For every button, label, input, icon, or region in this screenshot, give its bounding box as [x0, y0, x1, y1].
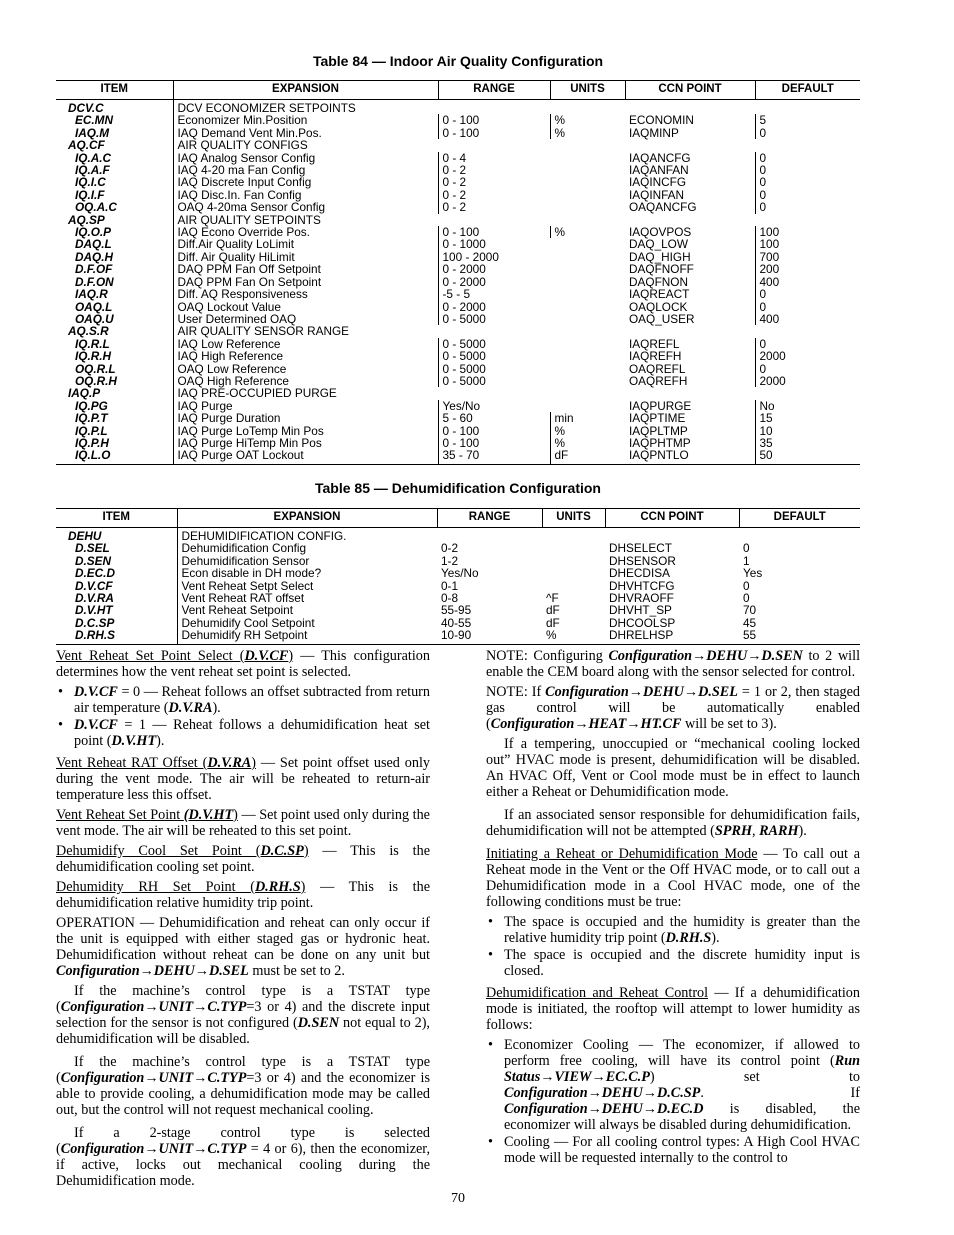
list-item: • D.V.CF = 1 — Reheat follows a dehumidification heat set point (D.V.HT). [56, 717, 430, 749]
cell-default: 700 [755, 251, 860, 263]
conditions-list [486, 914, 860, 979]
cell-item: IQ.P.H [56, 437, 173, 449]
cell-range: 0 - 5000 [438, 338, 550, 350]
rat-offset-paragraph: Vent Reheat RAT Offset (D.V.RA) — Set point offset used only during the vent mode. The air will be reheated to return-air temperature less this offset. [56, 755, 430, 803]
cell-ccn-point: DHVRAOFF [609, 591, 674, 606]
table-row [56, 528, 860, 543]
cell-range: 0-8 [441, 591, 459, 606]
cell-units: % [542, 629, 605, 644]
cell-default: 2000 [755, 375, 860, 387]
cell-range [438, 325, 550, 337]
cell-units [550, 387, 625, 399]
cell-default: 0 [743, 591, 750, 606]
cell-item: D.V.RA [56, 592, 177, 604]
cell-units [550, 301, 625, 313]
cell-range: 0 - 2000 [438, 301, 550, 313]
rh-setpoint-paragraph: Dehumidity RH Set Point (D.RH.S) — This is the dehumidification relative humidity trip point. [56, 879, 430, 911]
cell-expansion: Vent Reheat Setpt Select [181, 578, 314, 593]
cell-ccn-point: IAQREFL [629, 336, 680, 351]
cell-expansion: IAQ Low Reference [177, 336, 281, 351]
cell-units [542, 528, 605, 543]
cell-units: % [550, 437, 625, 449]
cell-expansion: OAQ Low Reference [177, 361, 287, 376]
cell-expansion: Dehumidify RH Setpoint [177, 629, 437, 644]
cell-units [550, 276, 625, 288]
cell-ccn-point: DHVHT_SP [609, 603, 672, 618]
cell-ccn-point: DHSENSOR [609, 553, 676, 568]
cell-expansion: AIR QUALITY SETPOINTS [177, 212, 321, 227]
cell-ccn-point: OAQREFL [629, 361, 686, 376]
cell-units [550, 251, 625, 263]
cell-item: IQ.L.O [56, 449, 173, 464]
cell-default: 5 [755, 114, 860, 126]
cell-range [438, 387, 550, 399]
cell-range: 0-1 [441, 578, 459, 593]
table-row [56, 604, 860, 616]
cell-item: D.EC.D [56, 567, 177, 579]
column-header-ccn-point: CCN POINT [625, 81, 755, 100]
cell-ccn-point: DHSELECT [609, 541, 672, 556]
cell-ccn-point: IAQINCFG [629, 175, 687, 190]
cell-item: IQ.I.C [56, 176, 173, 188]
cell-default: 0 [755, 288, 860, 300]
cell-units [550, 100, 625, 115]
cell-units: dF [546, 603, 560, 618]
cell-units [550, 164, 625, 176]
cell-default [755, 325, 860, 337]
cell-default: 0 [755, 301, 860, 313]
cell-range: 0 - 2000 [438, 263, 550, 275]
cell-units: % [550, 127, 625, 139]
cell-default [755, 139, 860, 151]
cell-item: IQ.A.C [56, 152, 173, 164]
cell-units [550, 363, 625, 375]
cell-ccn-point [625, 139, 755, 151]
table-row [56, 263, 860, 275]
cell-default: 400 [755, 313, 860, 325]
cell-ccn-point: OAQ_USER [629, 311, 695, 326]
cell-ccn-point: IAQMINP [629, 125, 679, 140]
cell-default: 55 [739, 629, 860, 644]
column-header-units: UNITS [542, 509, 605, 528]
cell-item: IQ.P.T [56, 412, 173, 424]
cell-expansion: OAQ High Reference [177, 373, 289, 388]
table-row [56, 288, 860, 300]
cell-units: % [550, 114, 625, 126]
cell-expansion: AIR QUALITY SENSOR RANGE [177, 324, 350, 339]
table-84-indoor-air-quality [56, 80, 860, 465]
sensor-failure-paragraph: If an associated sensor responsible for dehumidification fails, dehumidification will not be attempted (SPRH, RARH). [486, 807, 860, 839]
cell-expansion: User Determined OAQ [177, 311, 297, 326]
table-row [56, 313, 860, 325]
cell-item: AQ.S.R [56, 325, 173, 337]
column-header-expansion: EXPANSION [177, 509, 437, 528]
initiating-mode-paragraph: Initiating a Reheat or Dehumidification Mode — To call out a Reheat mode in the Vent or the Off HVAC mode, or to call out a Dehumidification mode in a Cool HVAC mode, one of the following conditions must be true: [486, 846, 860, 910]
cell-default: 10 [755, 425, 860, 437]
column-header-range: RANGE [437, 509, 542, 528]
cell-item: DAQ.H [56, 251, 173, 263]
cell-item: IAQ.M [56, 127, 173, 139]
column-header-expansion: EXPANSION [173, 81, 438, 100]
cell-item: IQ.R.H [56, 350, 173, 362]
cell-expansion: OAQ 4-20ma Sensor Config [177, 200, 326, 215]
cell-item: D.C.SP [56, 617, 177, 629]
cell-ccn-point: IAQPTIME [629, 411, 686, 426]
cell-item: EC.MN [56, 114, 173, 126]
cell-expansion: IAQ Disc.In. Fan Config [177, 187, 302, 202]
cell-ccn-point: IAQINFAN [629, 187, 685, 202]
cell-expansion: Vent Reheat RAT offset [181, 591, 305, 606]
cell-range: 100 - 2000 [438, 251, 550, 263]
cell-default: Yes [743, 566, 763, 581]
cell-units: dF [546, 615, 560, 630]
cell-expansion: DAQ PPM Fan Off Setpoint [177, 262, 321, 277]
cell-expansion: IAQ Analog Sensor Config [177, 150, 316, 165]
column-header-item: ITEM [56, 81, 173, 100]
cell-range: 0 - 5000 [438, 313, 550, 325]
cell-default: 1 [743, 553, 750, 568]
cell-units [550, 350, 625, 362]
cell-item: AQ.CF [56, 139, 173, 151]
cell-item: OQ.R.L [56, 363, 173, 375]
cell-range [437, 528, 542, 543]
cell-units [550, 139, 625, 151]
cell-range: 0 - 2 [438, 201, 550, 213]
cell-ccn-point: IAQANCFG [629, 150, 691, 165]
list-item: • D.V.CF = 0 — Reheat follows an offset subtracted from return air temperature (D.V.RA). [56, 684, 430, 716]
cell-item: OAQ.L [56, 301, 173, 313]
cell-ccn-point: DAQFNOFF [629, 262, 694, 277]
cell-expansion: IAQ Purge HiTemp Min Pos [177, 435, 322, 450]
cell-expansion: IAQ Discrete Input Config [177, 175, 312, 190]
table-row [56, 201, 860, 213]
cell-range: 0-2 [441, 541, 459, 556]
table-row [56, 629, 860, 644]
table-84-caption: Table 84 — Indoor Air Quality Configuration [312, 53, 604, 69]
table-row [56, 567, 860, 579]
cell-expansion: Econ disable in DH mode? [181, 566, 322, 581]
table-row [56, 127, 860, 139]
cell-expansion: AIR QUALITY CONFIGS [177, 138, 308, 153]
cell-expansion: IAQ Purge LoTemp Min Pos [177, 423, 324, 438]
cell-default: 200 [755, 263, 860, 275]
cell-units [550, 189, 625, 201]
table-row [56, 114, 860, 126]
vent-reheat-select-paragraph: Vent Reheat Set Point Select (D.V.CF) — This configuration determines how the vent reheat set point is selected. [56, 648, 430, 680]
cell-range: 0 - 100 [438, 226, 550, 238]
cell-item: AQ.SP [56, 214, 173, 226]
cell-expansion: Diff.Air Quality LoLimit [177, 237, 294, 252]
cell-item: D.SEL [56, 542, 177, 554]
cell-ccn-point: DAQ_LOW [629, 237, 688, 252]
cell-range: 40-55 [441, 615, 472, 630]
table-row [56, 542, 860, 554]
cell-ccn-point: IAQREACT [629, 287, 690, 302]
table-row [56, 100, 860, 115]
cell-default: 45 [743, 615, 757, 630]
cell-units [550, 313, 625, 325]
cell-ccn-point: IAQPLTMP [629, 423, 688, 438]
cell-item: OQ.R.H [56, 375, 173, 387]
cell-expansion: Dehumidify Cool Setpoint [181, 615, 315, 630]
cell-expansion: IAQ PRE-OCCUPIED PURGE [177, 386, 337, 401]
cell-ccn-point: DHRELHSP [605, 629, 739, 644]
cell-range: 0 - 2 [438, 176, 550, 188]
cell-range: 0 - 1000 [438, 238, 550, 250]
cell-range: 0 - 2 [438, 164, 550, 176]
cell-ccn-point: DHCOOLSP [609, 615, 676, 630]
cell-default: 0 [755, 164, 860, 176]
cell-default: 100 [755, 226, 860, 238]
cell-units [542, 567, 605, 579]
cell-item: DAQ.L [56, 238, 173, 250]
cell-units [550, 176, 625, 188]
cell-ccn-point: DAQ_HIGH [629, 249, 691, 264]
operation-paragraph: OPERATION — Dehumidification and reheat can only occur if the unit is equipped with either staged gas or hydronic heat. Dehumidification without reheat can be done on any unit but Configuration→DEHU→D.SEL must be set to 2. [56, 915, 430, 979]
cell-range: 35 - 70 [438, 449, 550, 464]
cell-ccn-point: IAQPNTLO [625, 449, 755, 464]
cell-item: D.F.ON [56, 276, 173, 288]
cell-range: 0 - 2000 [438, 276, 550, 288]
cell-units [550, 375, 625, 387]
control-methods-list [486, 1037, 860, 1166]
cell-range: 0 - 5000 [438, 363, 550, 375]
table-85-dehumidification [56, 508, 860, 645]
cell-default: 0 [755, 338, 860, 350]
column-header-default: DEFAULT [739, 509, 860, 528]
cell-expansion: IAQ Purge Duration [177, 411, 281, 426]
cell-range: Yes/No [441, 566, 479, 581]
cell-range: 0 - 100 [438, 437, 550, 449]
cell-item: IQ.A.F [56, 164, 173, 176]
cell-item: D.V.CF [56, 580, 177, 592]
vent-select-options-list [56, 684, 430, 749]
column-header-units: UNITS [550, 81, 625, 100]
cell-range: 0 - 100 [438, 425, 550, 437]
cell-range: 5 - 60 [438, 412, 550, 424]
cell-item: D.V.HT [56, 604, 177, 616]
cell-range: 0 - 100 [438, 114, 550, 126]
cell-ccn-point: IAQOVPOS [629, 225, 692, 240]
cell-default [755, 100, 860, 115]
cell-default [739, 528, 860, 543]
cell-item: DCV.C [56, 100, 173, 115]
cell-default: 0 [755, 201, 860, 213]
cell-default: No [755, 400, 860, 412]
cell-expansion: DCV ECONOMIZER SETPOINTS [177, 101, 356, 115]
cell-default: 0 [755, 127, 860, 139]
tempering-paragraph: If a tempering, unoccupied or “mechanical cooling locked out” HVAC mode is present, dehumidification will be disabled. An HVAC Off, Vent or Cool mode must be in effect to launch either a Reheat or Dehumidification mode. [486, 736, 860, 800]
cell-range [438, 100, 550, 115]
cell-item: D.F.OF [56, 263, 173, 275]
vent-setpoint-paragraph: Vent Reheat Set Point (D.V.HT) — Set point used only during the vent mode. The air will be reheated to this set point. [56, 807, 430, 839]
cell-range: -5 - 5 [438, 288, 550, 300]
cell-item: IQ.O.P [56, 226, 173, 238]
note-sensor-paragraph: NOTE: Configuring Configuration→DEHU→D.SEN to 2 will enable the CEM board along with the sensor selected for control. [486, 648, 861, 680]
cell-units [550, 338, 625, 350]
cell-units: min [550, 412, 625, 424]
cool-setpoint-paragraph: Dehumidify Cool Set Point (D.C.SP) — This is the dehumidification cooling set point. [56, 843, 431, 875]
cell-default: 0 [743, 578, 750, 593]
list-item: • Cooling — For all cooling control types: A High Cool HVAC mode will be requested internally to the control to [486, 1134, 860, 1166]
cell-ccn-point: DHVHTCFG [609, 578, 675, 593]
cell-default [755, 387, 860, 399]
cell-units: % [550, 425, 625, 437]
cell-range: 0 - 100 [438, 127, 550, 139]
cell-default: 35 [755, 437, 860, 449]
table-row [56, 350, 860, 362]
cell-expansion: Diff. Air Quality HiLimit [177, 249, 295, 264]
cell-default: 0 [755, 176, 860, 188]
cell-expansion: IAQ 4-20 ma Fan Config [177, 163, 306, 178]
cell-units [550, 152, 625, 164]
table-row [56, 449, 860, 464]
table-row [56, 139, 860, 151]
cell-default: 0 [755, 189, 860, 201]
tstat-economizer-paragraph: If the machine’s control type is a TSTAT type (Configuration→UNIT→C.TYP=3 or 4) and the economizer is able to provide cooling, a dehumidification mode may be called out, but the control will not request mechanical cooling. [56, 1054, 430, 1118]
cell-item: IQ.I.F [56, 189, 173, 201]
cell-default: 50 [755, 449, 860, 464]
list-item: • Economizer Cooling — The economizer, if allowed to perform free cooling, will have its control point (Run Status→VIEW→EC.C.P) set to Configuration→DEHU→D.C.SP. If Configuration→DEHU→D.EC.D is disabled, the economizer will always be disabled during dehumidification. [486, 1037, 860, 1133]
cell-default: 0 [743, 541, 750, 556]
cell-default: 400 [755, 276, 860, 288]
cell-ccn-point: IAQANFAN [629, 163, 689, 178]
cell-range: 0 - 5000 [438, 375, 550, 387]
list-item: • The space is occupied and the discrete humidity input is closed. [486, 947, 860, 979]
cell-units [550, 201, 625, 213]
cell-units [550, 325, 625, 337]
page-number: 70 [451, 1191, 465, 1206]
cell-default: 15 [755, 412, 860, 424]
cell-units [542, 542, 605, 554]
cell-range: 55-95 [441, 603, 472, 618]
cell-item: IAQ.P [56, 387, 173, 399]
table-row [56, 387, 860, 399]
list-item: • The space is occupied and the humidity is greater than the relative humidity trip point (D.RH.S). [486, 914, 860, 946]
table-row [56, 375, 860, 387]
note-staged-gas-paragraph: NOTE: If Configuration→DEHU→D.SEL = 1 or 2, then staged gas control will be automatically enabled (Configuration→HEAT→HT.CF will be set to 3). [486, 684, 860, 732]
cell-expansion: DEHUMIDIFICATION CONFIG. [181, 529, 347, 543]
cell-item: IQ.R.L [56, 338, 173, 350]
cell-default: 70 [743, 603, 757, 618]
left-text-column [56, 648, 430, 1196]
column-header-item: ITEM [56, 509, 177, 528]
cell-expansion: Dehumidification Sensor [181, 553, 310, 568]
cell-ccn-point: OAQANCFG [629, 200, 697, 215]
cell-expansion: IAQ Demand Vent Min.Pos. [177, 125, 322, 140]
cell-expansion: DAQ PPM Fan On Setpoint [177, 274, 322, 289]
cell-default: 0 [755, 363, 860, 375]
cell-ccn-point: IAQPHTMP [629, 435, 691, 450]
cell-ccn-point: OAQLOCK [629, 299, 688, 314]
cell-ccn-point: OAQREFH [629, 373, 688, 388]
cell-item: IQ.P.L [56, 425, 173, 437]
cell-ccn-point: ECONOMIN [629, 113, 694, 128]
cell-default: 0 [755, 152, 860, 164]
cell-range [438, 139, 550, 151]
cell-expansion: Dehumidification Config [181, 541, 307, 556]
cell-item: IQ.PG [56, 400, 173, 412]
column-header-default: DEFAULT [755, 81, 860, 100]
cell-range: 0 - 4 [438, 152, 550, 164]
table-row [56, 580, 860, 592]
reheat-control-paragraph: Dehumidification and Reheat Control — If a dehumidification mode is initiated, the rooftop will attempt to lower humidity as follows: [486, 985, 860, 1033]
cell-ccn-point: IAQREFH [629, 349, 682, 364]
table-row [56, 176, 860, 188]
cell-ccn-point [625, 325, 755, 337]
table-row [56, 412, 860, 424]
column-header-range: RANGE [438, 81, 550, 100]
cell-ccn-point [625, 100, 755, 115]
cell-default: 100 [755, 238, 860, 250]
cell-units [542, 555, 605, 567]
two-stage-paragraph: If a 2-stage control type is selected (Configuration→UNIT→C.TYP = 4 or 6), then the economizer, if active, locks out mechanical cooling during the Dehumidification mode. [56, 1125, 430, 1189]
cell-units [550, 288, 625, 300]
cell-item: OAQ.U [56, 313, 173, 325]
cell-expansion: Economizer Min.Position [177, 113, 308, 128]
cell-item: D.SEN [56, 555, 177, 567]
cell-expansion: IAQ High Reference [177, 349, 284, 364]
cell-expansion: IAQ Purge [177, 398, 233, 413]
cell-item: DEHU [56, 528, 177, 543]
table-row [56, 238, 860, 250]
column-header-ccn-point: CCN POINT [605, 509, 739, 528]
table-85-caption: Table 85 — Dehumidification Configuration [315, 480, 601, 496]
cell-units [550, 263, 625, 275]
table-row [56, 325, 860, 337]
cell-ccn-point [605, 528, 739, 543]
cell-expansion: Diff. AQ Responsiveness [177, 287, 308, 302]
cell-range: 0 - 5000 [438, 350, 550, 362]
cell-ccn-point: DAQFNON [629, 274, 688, 289]
cell-range: 10-90 [437, 629, 542, 644]
cell-ccn-point: DHECDISA [609, 566, 670, 581]
cell-range: Yes/No [438, 400, 550, 412]
cell-units: % [550, 226, 625, 238]
cell-item: IAQ.R [56, 288, 173, 300]
cell-expansion: IAQ Econo Override Pos. [177, 225, 310, 240]
cell-range: 0 - 2 [438, 189, 550, 201]
cell-item: OQ.A.C [56, 201, 173, 213]
cell-default: 2000 [755, 350, 860, 362]
cell-ccn-point: IAQPURGE [629, 398, 692, 413]
cell-units: ^F [546, 591, 559, 606]
cell-expansion: OAQ Lockout Value [177, 299, 281, 314]
cell-units: dF [550, 449, 625, 464]
cell-ccn-point [625, 387, 755, 399]
cell-item: D.RH.S [56, 629, 177, 644]
cell-range: 1-2 [441, 553, 459, 568]
tstat-sensor-paragraph: If the machine’s control type is a TSTAT type (Configuration→UNIT→C.TYP=3 or 4) and the discrete input selection for the sensor is not configured (D.SEN not equal to 2), dehumidification will be disabled. [56, 983, 430, 1047]
right-text-column [486, 648, 860, 1172]
cell-expansion: IAQ Purge OAT Lockout [173, 449, 438, 464]
cell-units [550, 238, 625, 250]
cell-expansion: Vent Reheat Setpoint [181, 603, 294, 618]
